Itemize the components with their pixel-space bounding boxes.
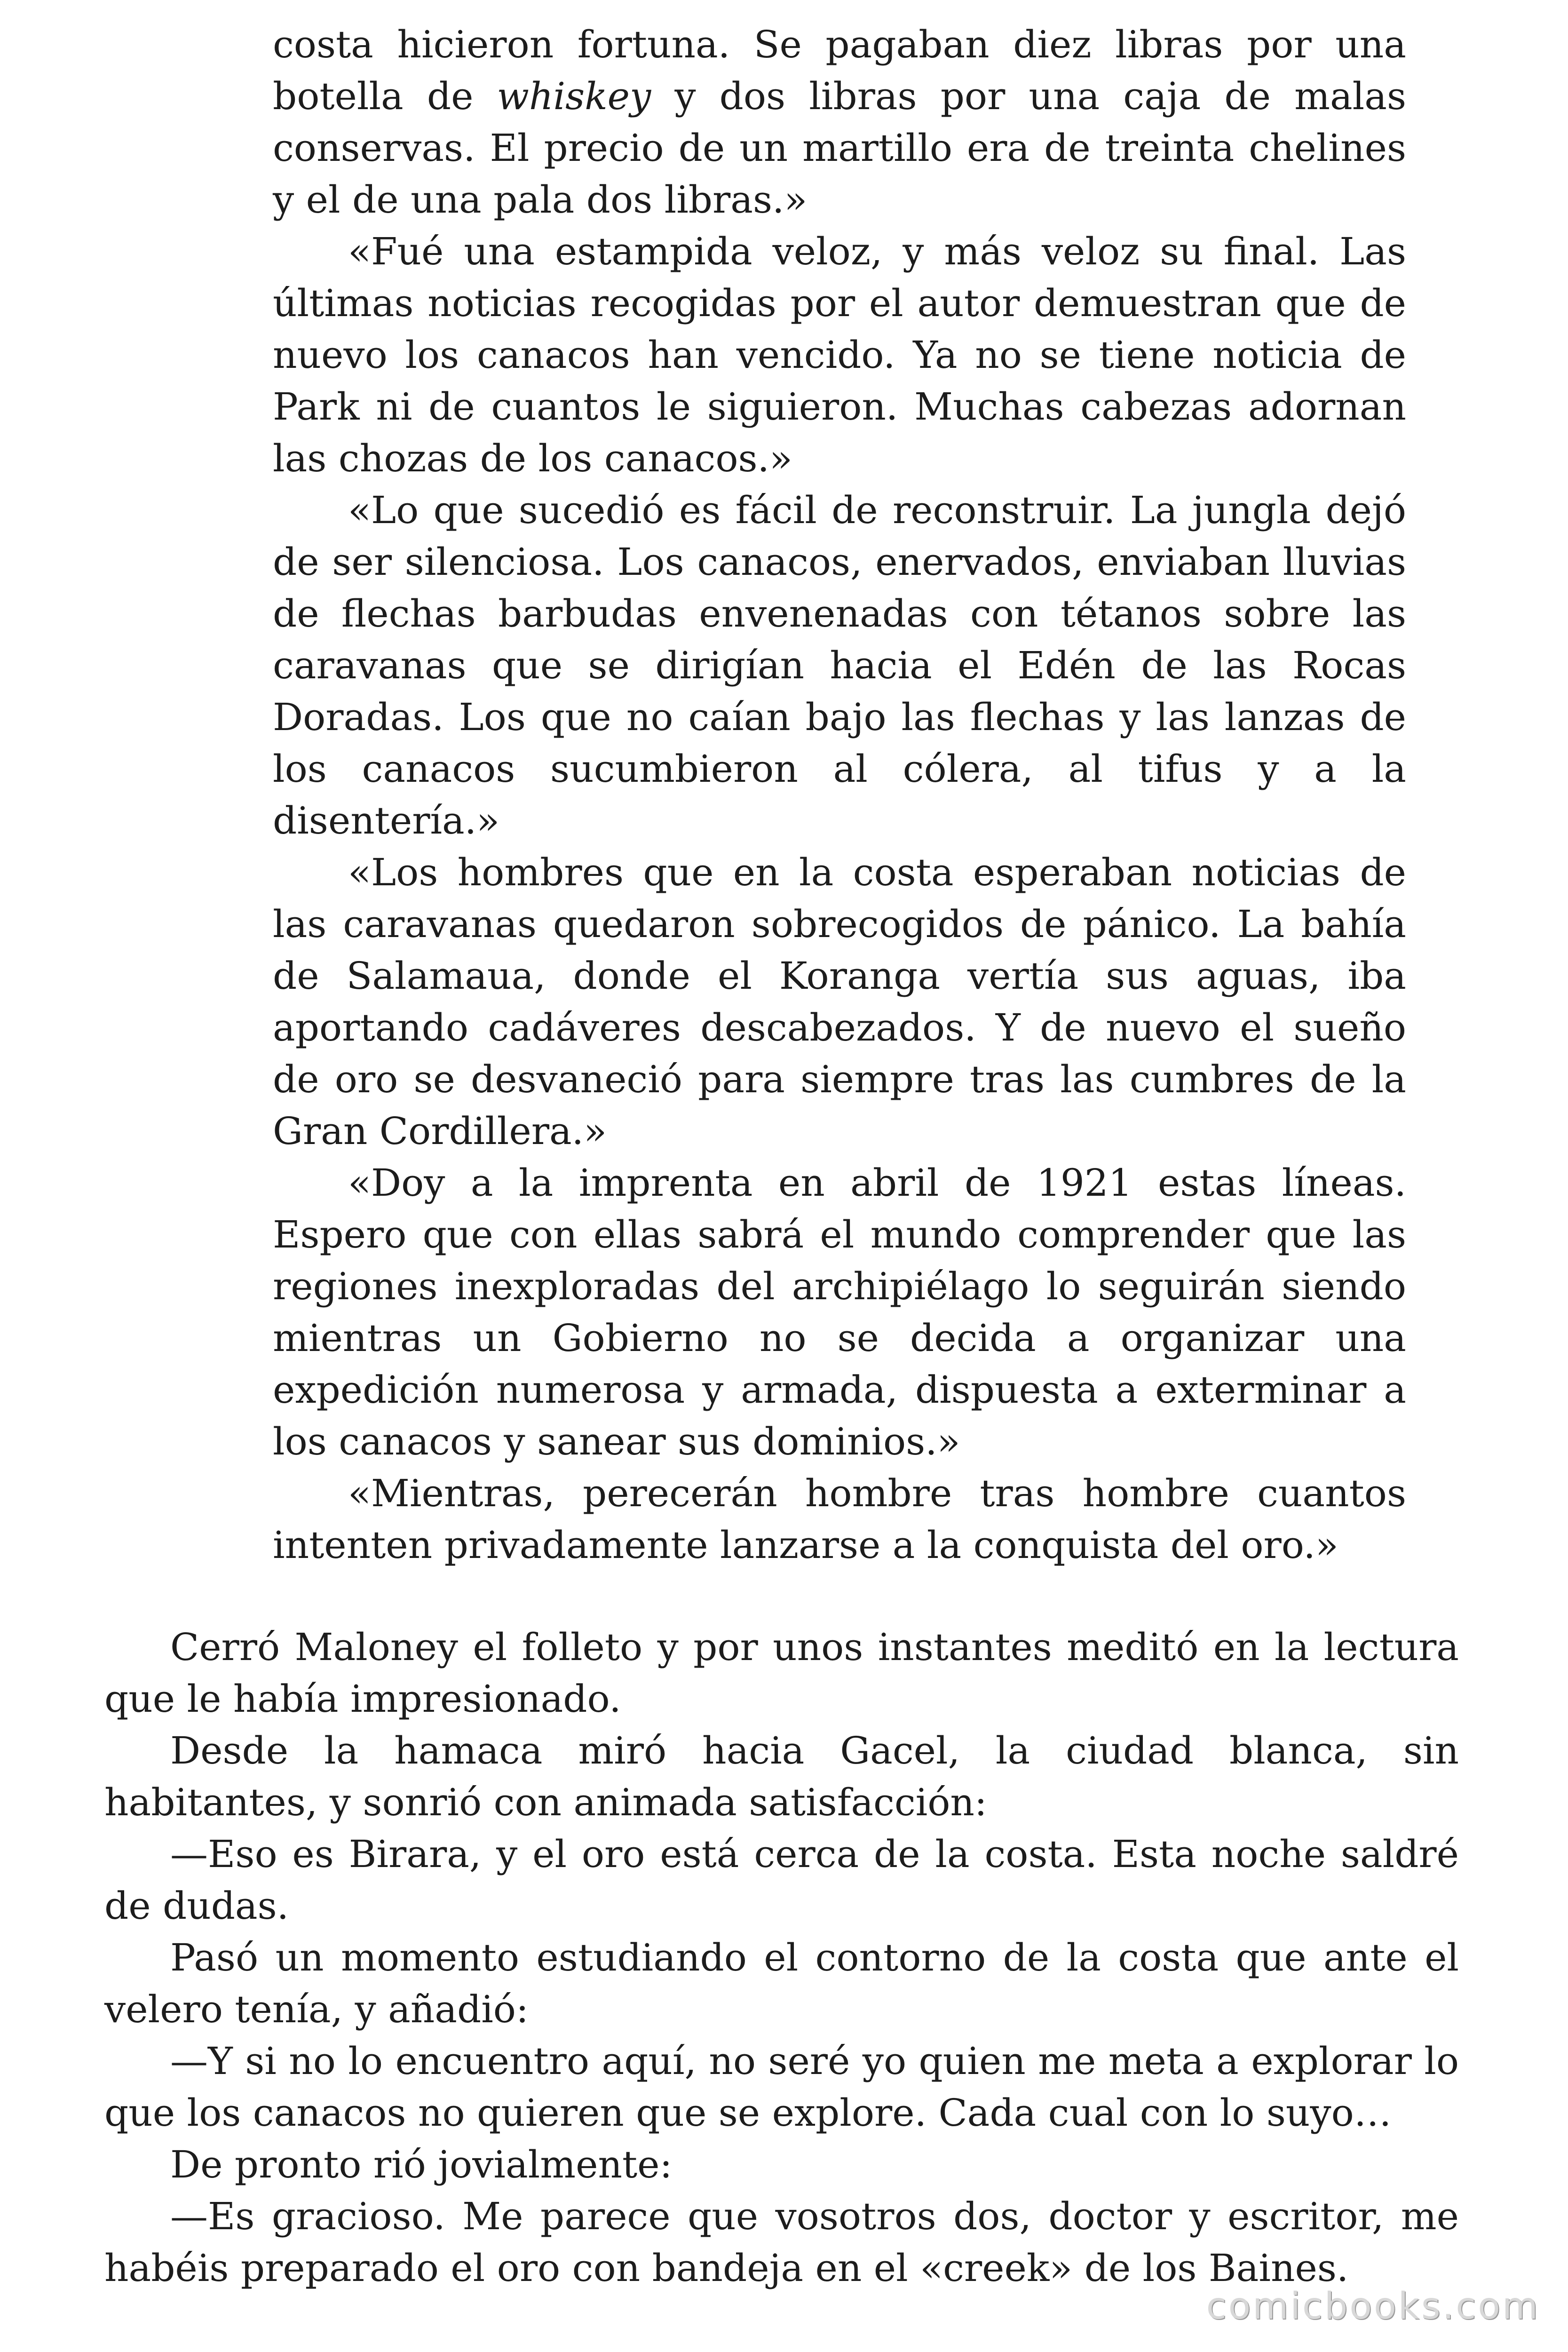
quote-paragraph-1-text-b: y dos libras por una caja de malas conservas. El precio de un martillo era de treinta chelines y el de una pala dos libras.» (273, 74, 1406, 222)
quote-paragraph-1-italic-word: whiskey (497, 74, 651, 118)
quote-paragraph-5: «Doy a la imprenta en abril de 1921 estas líneas. Espero que con ellas sabrá el mundo comprender que las regiones inexploradas del archipiélago lo seguirán siendo mientras un Gobierno no se decida a organizar una expedición numerosa y armada, dispuesta a exterminar a los canacos y sanear sus dominios.» (273, 1161, 1406, 1463)
dialogue-paragraph-5: —Y si no lo encuentro aquí, no seré yo quien me meta a explorar lo que los canacos no quieren que se explore. Cada cual con lo suyo… (104, 2039, 1459, 2135)
dialogue-paragraph-7: —Es gracioso. Me parece que vosotros dos, doctor y escritor, me habéis preparado el oro con bandeja en el «creek» de los Baines. (104, 2194, 1459, 2290)
quote-paragraph-2: «Fué una estampida veloz, y más veloz su final. Las últimas noticias recogidas por el autor demuestran que de nuevo los canacos han vencido. Ya no se tiene noticia de Park ni de cuantos le siguieron. Muchas cabezas adornan las chozas de los canacos.» (273, 230, 1406, 480)
quoted-excerpt (273, 19, 1406, 1571)
quote-paragraph-6: «Mientras, perecerán hombre tras hombre cuantos intenten privadamente lanzarse a la conquista del oro.» (273, 1471, 1406, 1567)
dialogue-paragraph-3: —Eso es Birara, y el oro está cerca de la costa. Esta noche saldré de dudas. (104, 1832, 1459, 1928)
narrative-paragraph-1: Cerró Maloney el folleto y por unos instantes meditó en la lectura que le había impresionado. (104, 1625, 1459, 1721)
quote-paragraph-1-text-a: costa hicieron fortuna. Se pagaban diez libras por una botella de (273, 23, 1406, 118)
narrative-paragraph-2: Desde la hamaca miró hacia Gacel, la ciudad blanca, sin habitantes, y sonrió con animada satisfacción: (104, 1729, 1459, 1824)
watermark: comicbooks.com (1206, 2285, 1540, 2328)
narrative-text (104, 1621, 1459, 2294)
narrative-paragraph-4: Pasó un momento estudiando el contorno de la costa que ante el velero tenía, y añadió: (104, 1936, 1459, 2031)
quote-paragraph-1 (273, 19, 1406, 226)
quote-paragraph-4: «Los hombres que en la costa esperaban noticias de las caravanas quedaron sobrecogidos de pánico. La bahía de Salamaua, donde el Koranga vertía sus aguas, iba aportando cadáveres descabezados. Y de nuevo el sueño de oro se desvaneció para siempre tras las cumbres de la Gran Cordillera.» (273, 850, 1406, 1153)
quote-paragraph-3: «Lo que sucedió es fácil de reconstruir. La jungla dejó de ser silenciosa. Los canacos, enervados, enviaban lluvias de flechas barbudas envenenadas con tétanos sobre las caravanas que se dirigían hacia el Edén de las Rocas Doradas. Los que no caían bajo las flechas y las lanzas de los canacos sucumbieron al cólera, al tifus y a la disentería.» (273, 488, 1406, 842)
narrative-paragraph-6: De pronto rió jovialmente: (170, 2143, 673, 2186)
